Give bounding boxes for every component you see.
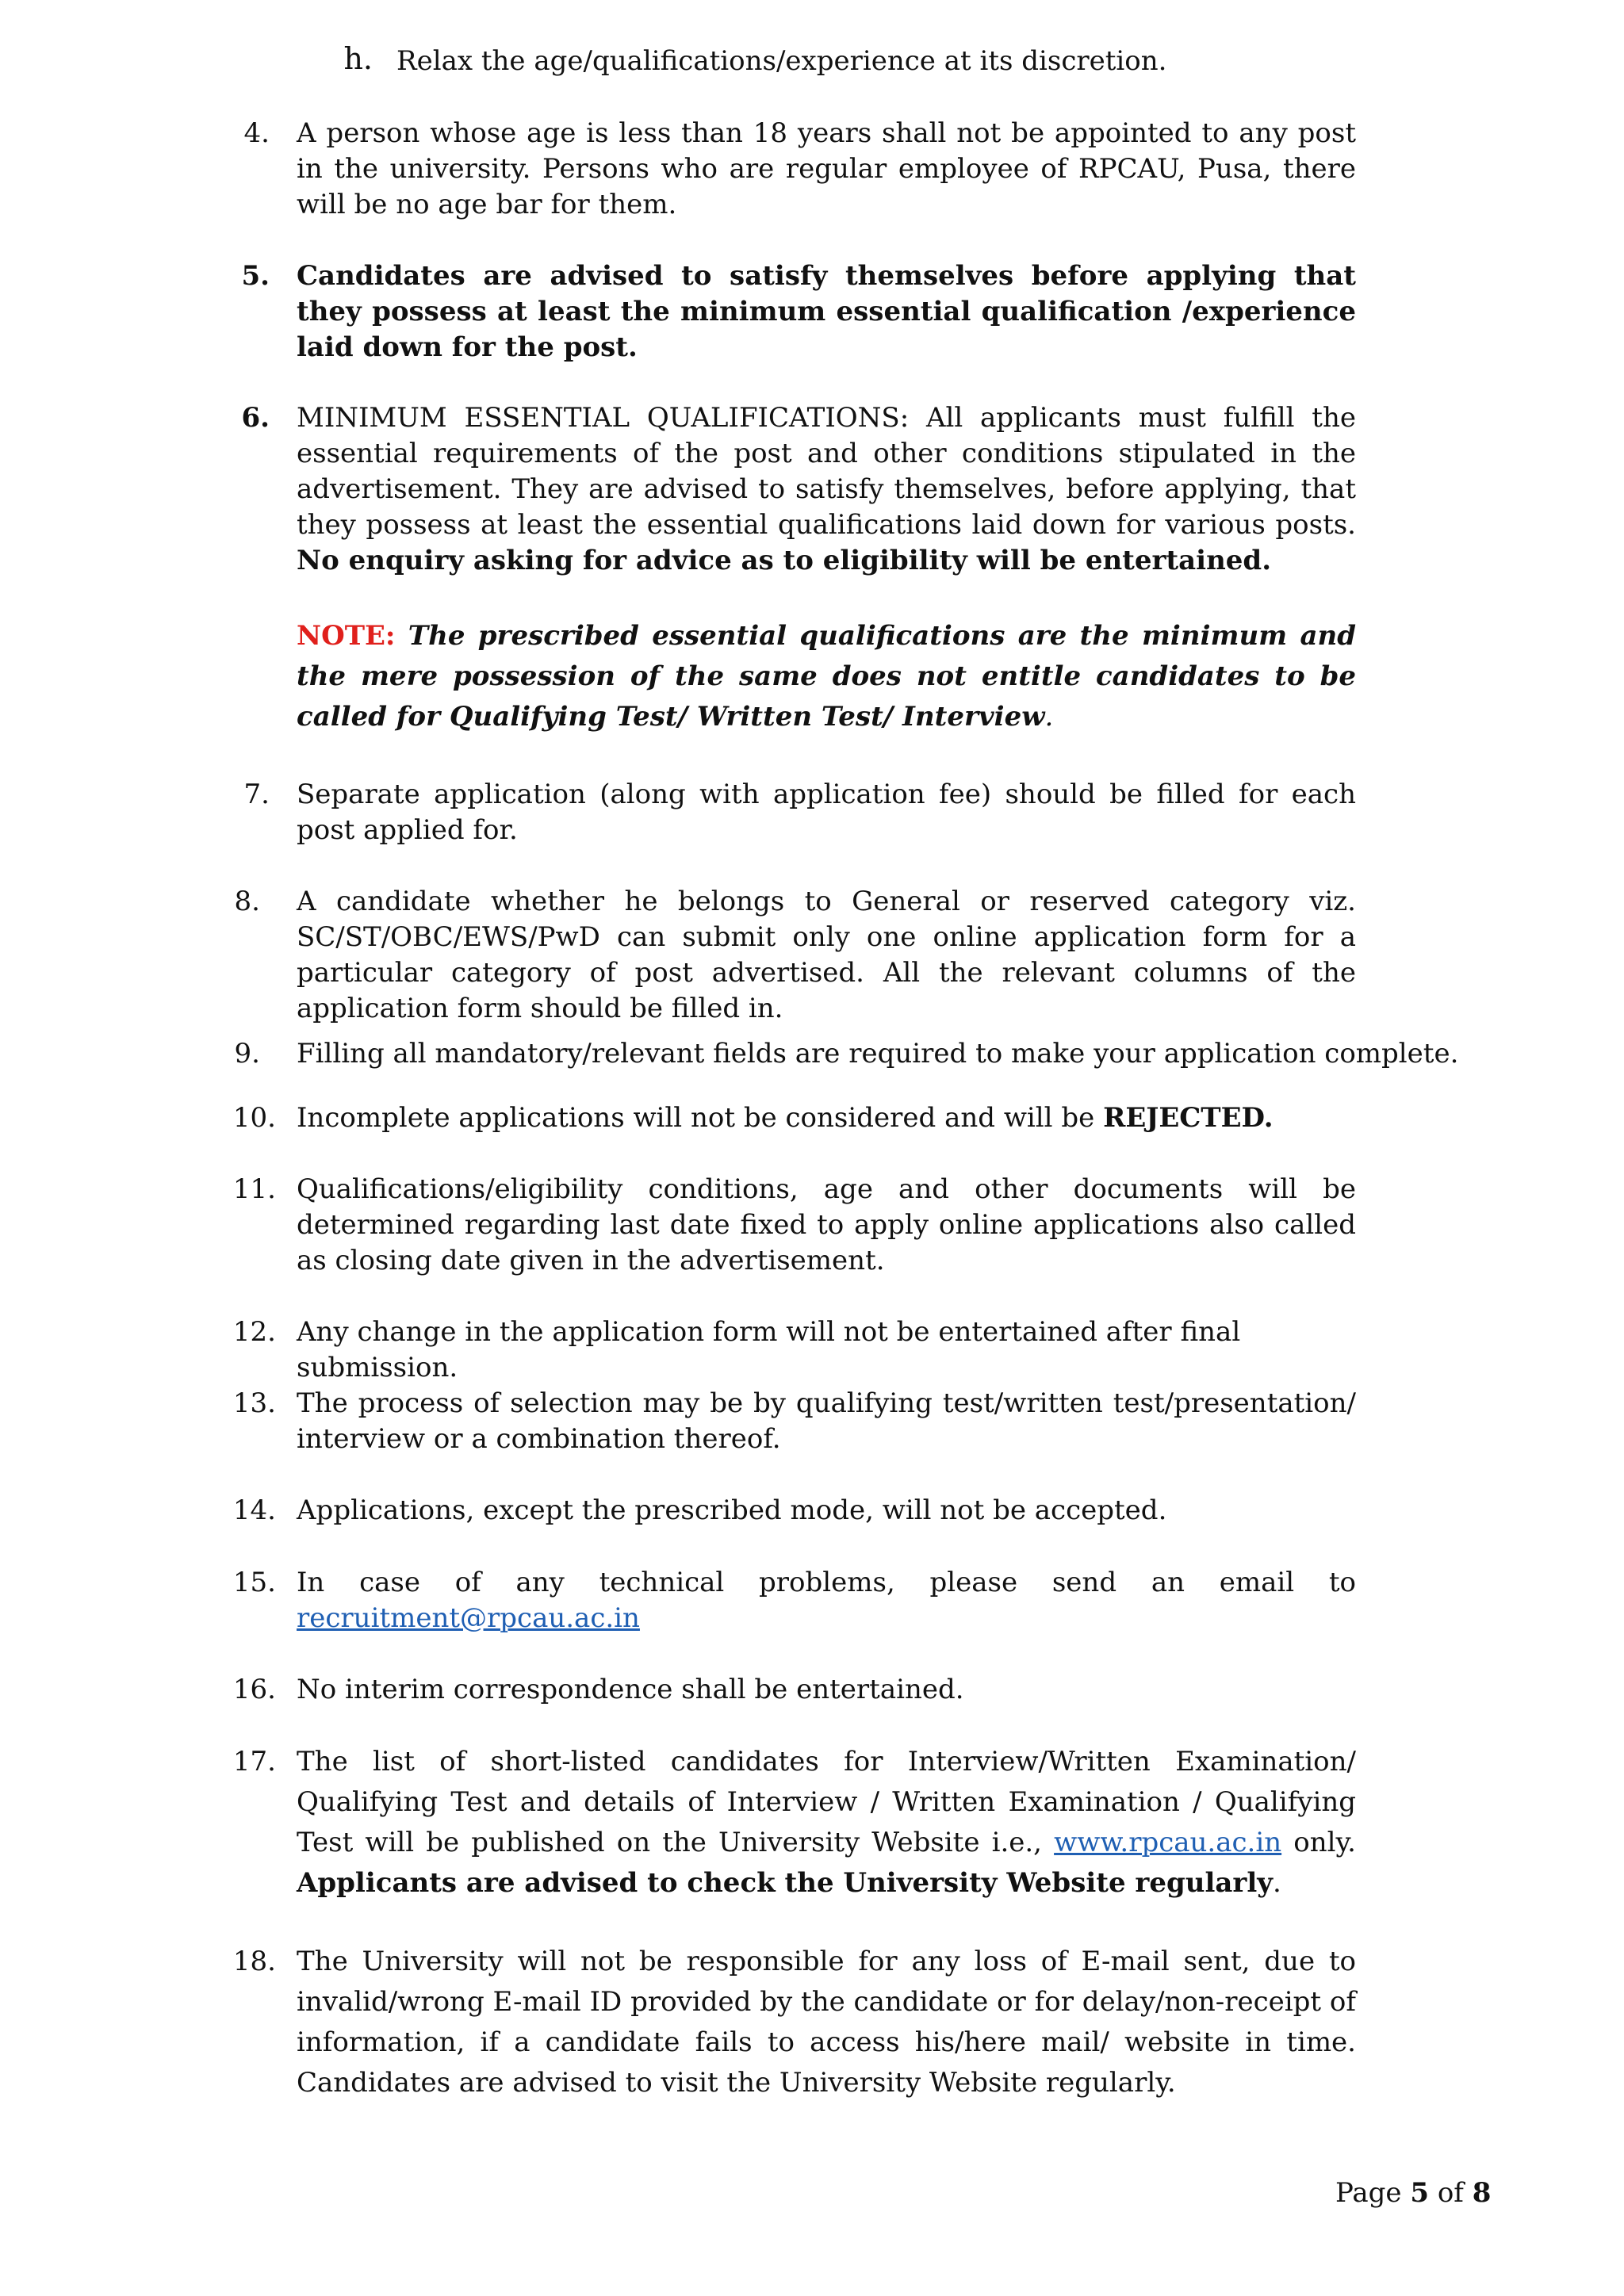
note-text: The prescribed essential qualifications are the minimum and the mere possession of the same does not entitle candidates to be called for Qualifying Test/ Written Test/ Interview: [297, 620, 1356, 733]
item-number: 5.: [241, 260, 270, 292]
item-number: 16.: [232, 1674, 276, 1705]
item-text: [297, 400, 1356, 579]
item-text: In case of any technical problems, please send an email to: [297, 1567, 1356, 1598]
item-text: The process of selection may be by qualifying test/written test/presentation/ interview or a combination thereof.: [297, 1387, 1356, 1455]
item-text-bold: REJECTED.: [1103, 1102, 1274, 1134]
item-number: 9.: [234, 1038, 260, 1070]
item-text: Any change in the application form will not be entertained after final submission.: [297, 1316, 1241, 1383]
page-footer: [1335, 2175, 1491, 2211]
note-label: NOTE:: [297, 620, 396, 652]
item-text: No interim correspondence shall be entertained.: [297, 1674, 964, 1705]
item-text-bold: Applicants are advised to check the University Website regularly: [297, 1867, 1273, 1899]
item-text: Applications, except the prescribed mode, will not be accepted.: [297, 1494, 1167, 1526]
footer-current-page: 5: [1410, 2177, 1429, 2209]
note-block: [297, 616, 1356, 737]
item-text: [297, 1100, 1407, 1136]
item-number: 13.: [232, 1387, 276, 1419]
item-number: 7.: [243, 779, 270, 810]
item-number: 11.: [232, 1173, 276, 1205]
item-number: 8.: [234, 886, 260, 917]
item-text: Candidates are advised to satisfy themselves before applying that they possess at least the minimum essential qualification /experience laid down for the post.: [297, 260, 1356, 363]
item-number: 14.: [232, 1494, 276, 1526]
footer-page-word: Page: [1335, 2177, 1402, 2209]
item-number: 15.: [232, 1567, 276, 1598]
item-text-regular: MINIMUM ESSENTIAL QUALIFICATIONS: All applicants must fulfill the essential requirements of the post and other conditions stipulated in the advertisement. They are advised to satisfy themselves, before applying, that they possess at least the essential qualifications laid down for various posts.: [297, 402, 1356, 541]
item-text: Separate application (along with application fee) should be filled for each post applied for.: [297, 779, 1356, 846]
email-link[interactable]: recruitment@rpcau.ac.in: [297, 1602, 640, 1634]
item-text-end: .: [1273, 1867, 1281, 1899]
item-number: 6.: [241, 402, 270, 434]
item-text: A person whose age is less than 18 years shall not be appointed to any post in the university. Persons who are regular employee of RPCAU, Pusa, there will be no age bar for them.: [297, 117, 1356, 220]
item-number: 17.: [232, 1746, 276, 1777]
footer-of-word: of: [1437, 2177, 1464, 2209]
item-label: h.: [343, 41, 373, 76]
website-link[interactable]: www.rpcau.ac.in: [1054, 1827, 1282, 1858]
item-text: [297, 1742, 1356, 1904]
item-text-bold: No enquiry asking for advice as to eligibility will be entertained.: [297, 545, 1272, 576]
footer-total-pages: 8: [1472, 2177, 1492, 2209]
item-text-regular: Incomplete applications will not be considered and will be: [297, 1102, 1095, 1134]
item-text: A candidate whether he belongs to General or reserved category viz. SC/ST/OBC/EWS/PwD can submit only one online application form for a particular category of post advertised. All the relevant columns of the application form should be filled in.: [297, 886, 1356, 1024]
item-text-after-link: only.: [1293, 1827, 1356, 1858]
note-end: .: [1044, 701, 1054, 733]
item-number: 12.: [232, 1316, 276, 1348]
item-number: 18.: [232, 1946, 276, 1977]
item-text: Qualifications/eligibility conditions, age and other documents will be determined regarding last date fixed to apply online applications also called as closing date given in the advertisement.: [297, 1173, 1356, 1276]
item-number: 10.: [232, 1102, 276, 1134]
item-text: Filling all mandatory/relevant fields are required to make your application complete.: [297, 1038, 1459, 1070]
item-text: The University will not be responsible for any loss of E-mail sent, due to invalid/wrong E-mail ID provided by the candidate or for delay/non-receipt of information, if a candidate fails to access his/here mail/ website in time. Candidates are advised to visit the University Website regularly.: [297, 1946, 1356, 2099]
item-number: 4.: [243, 117, 270, 149]
item-text: Relax the age/qualifications/experience at its discretion.: [396, 45, 1167, 77]
item-text-regular: The list of short-listed candidates for Interview/Written Examination/ Qualifying Test and details of Interview / Written Examination / Qualifying Test will be published on the University Website i.e.,: [297, 1746, 1356, 1858]
